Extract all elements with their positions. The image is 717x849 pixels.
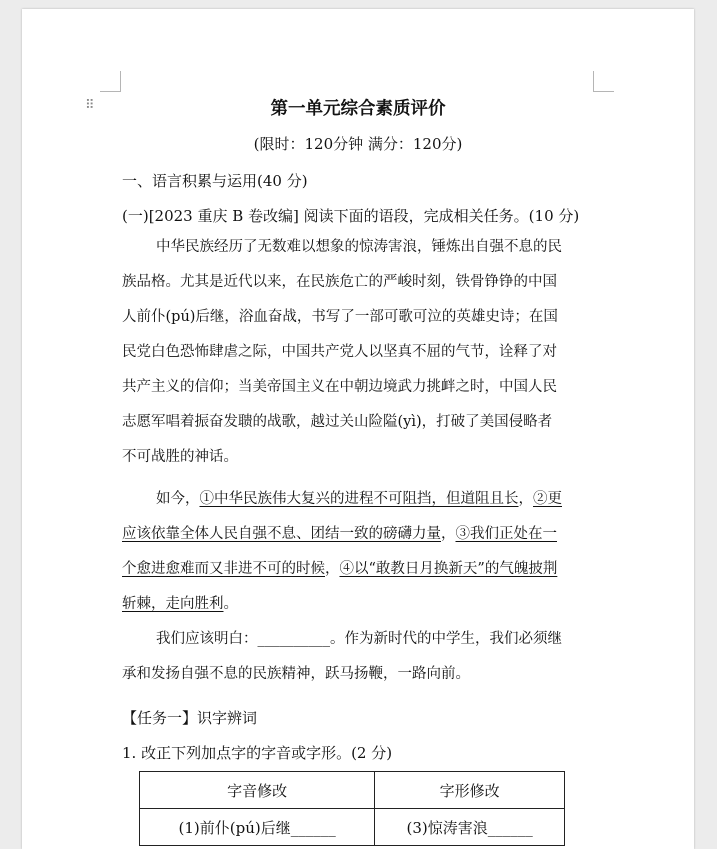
underlined-sentence-4: 斩棘，走向胜利: [122, 596, 224, 612]
passage-line: 我们应该明白：__________。作为新时代的中学生，我们必须继: [156, 631, 562, 647]
page-title: 第一单元综合素质评价: [270, 99, 446, 119]
underlined-sentence-2: ②更: [533, 491, 562, 507]
text-run: 如今，: [156, 491, 200, 507]
text-run: ，: [325, 561, 340, 577]
passage-line: 族品格。尤其是近代以来，在民族危亡的严峻时刻，铁骨铮铮的中国: [122, 274, 557, 290]
task-heading: 【任务一】识字辨词: [122, 709, 258, 727]
margin-corner-mark: [100, 71, 121, 92]
text-run: ，: [441, 526, 456, 542]
underlined-sentence-3: ③我们正处在一: [455, 526, 557, 542]
table-cell[interactable]: (3)惊涛害浪______: [375, 809, 565, 846]
table-row: [140, 809, 565, 846]
text-run: ，: [518, 491, 533, 507]
passage-line: [122, 557, 557, 578]
underlined-sentence-3: 个愈进愈难而又非进不可的时候: [122, 561, 325, 577]
subsection-heading: (一)[2023 重庆 B 卷改编] 阅读下面的语段，完成相关任务。(10 分): [122, 207, 580, 225]
passage-line: 民党白色恐怖肆虐之际，中国共产党人以坚真不屈的气节，诠释了对: [122, 344, 557, 360]
column-header-character: 字形修改: [375, 772, 565, 809]
text-run: 。: [223, 596, 238, 612]
passage-line: 中华民族经历了无数难以想象的惊涛害浪，锤炼出自强不息的民: [156, 239, 562, 255]
table-cell[interactable]: (1)前仆(pú)后继______: [140, 809, 375, 846]
underlined-sentence-2: 应该依靠全体人民自强不息、团结一致的磅礴力量: [122, 526, 441, 542]
section-heading: 一、语言积累与运用(40 分): [122, 172, 308, 190]
document-page: [22, 9, 694, 849]
passage-line: [122, 522, 557, 543]
underlined-sentence-4: ④以“敢教日月换新天”的气魄披荆: [339, 561, 558, 577]
column-header-pronunciation: 字音修改: [140, 772, 375, 809]
passage-line: 承和发扬自强不息的民族精神，跃马扬鞭，一路向前。: [122, 666, 470, 682]
subtitle: (限时：120分钟 满分：120分): [253, 135, 463, 153]
margin-corner-mark: [593, 71, 614, 92]
question-1: 1. 改正下列加点字的字音或字形。(2 分): [122, 744, 393, 762]
passage-line: 不可战胜的神话。: [122, 449, 238, 465]
passage-line: 人前仆(pú)后继，浴血奋战，书写了一部可歌可泣的英雄史诗；在国: [122, 309, 558, 325]
passage-line: [156, 487, 562, 508]
underlined-sentence-1: ①中华民族伟大复兴的进程不可阻挡，但道阻且长: [199, 491, 519, 507]
passage-line: 共产主义的信仰；当美帝国主义在中朝边境武力挑衅之时，中国人民: [122, 379, 557, 395]
table-header-row: [140, 772, 565, 809]
drag-handle-icon[interactable]: ⠿: [85, 98, 95, 113]
answer-table: [139, 771, 565, 846]
passage-line: 志愿军唱着振奋发聩的战歌，越过关山险隘(yì)，打破了美国侵略者: [122, 414, 553, 430]
passage-line: [122, 592, 238, 613]
